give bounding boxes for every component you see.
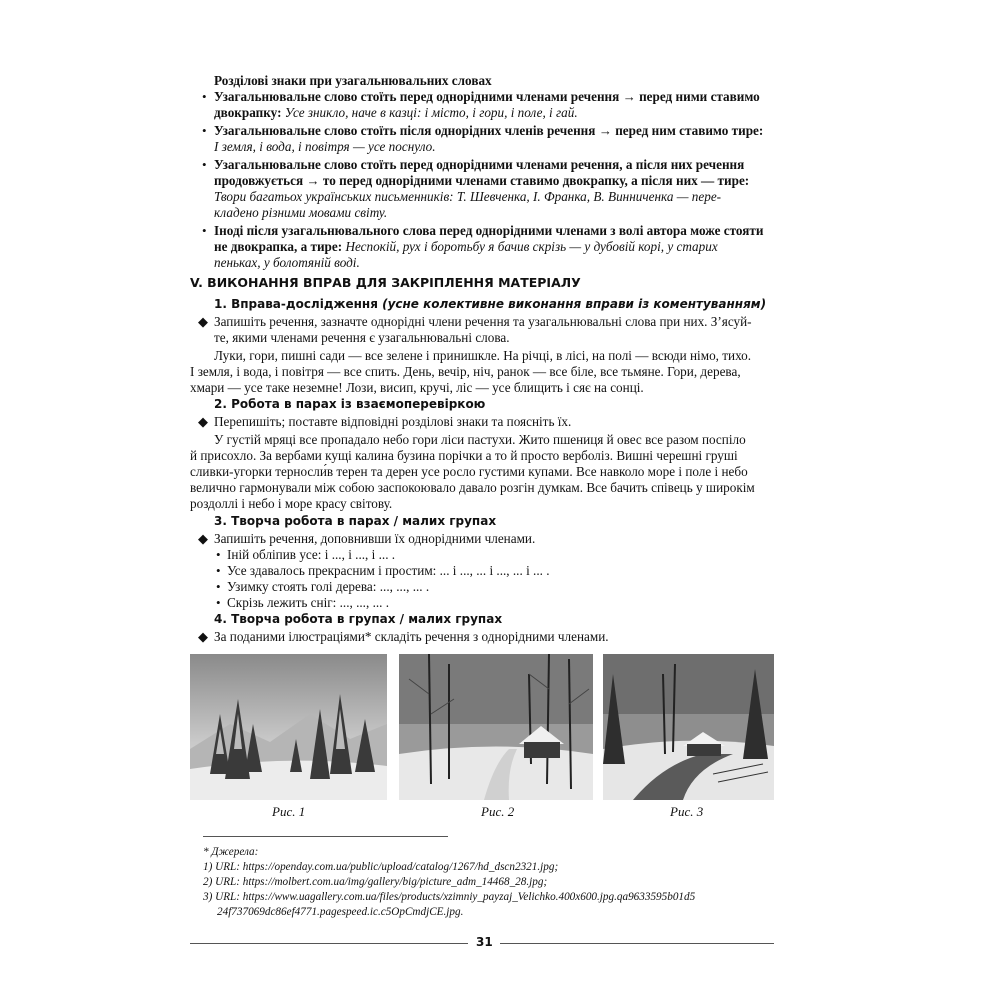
rule-4-line-1: Іноді після узагальнювального слова перед однорідними членами з волі автора може стояти	[214, 223, 764, 238]
bullet-dot: •	[202, 157, 207, 172]
rule-3-line-1: Узагальнювальне слово стоїть перед однорідними членами речення, а після них речення	[214, 157, 745, 172]
rule-3-example-1: Твори багатьох українських письменників: Т. Шевченка, І. Франка, В. Винниченка — пере-	[214, 189, 722, 204]
rule-4-line-3: пеньках, у болотяній воді.	[214, 255, 360, 270]
exercise-3-item: Іній обліпив усе: і ..., і ..., і ... .	[227, 547, 396, 562]
exercise-3-task: Запишіть речення, доповнивши їх однорідними членами.	[214, 531, 536, 546]
bullet-dot: •	[216, 579, 221, 594]
page-rule-left	[190, 943, 468, 944]
exercise-3-item: Усе здавалось прекрасним і простим: ... і ..., ... і ..., ... і ... .	[227, 563, 550, 578]
exercise-1-task-line-1: Запишіть речення, зазначте однорідні члени речення та узагальнювальні слова при них. З’ясуй-	[214, 314, 752, 329]
exercise-1-task-line-2: те, якими членами речення є узагальнювальні слова.	[214, 330, 510, 345]
diamond-bullet-icon: ◆	[198, 314, 208, 329]
exercise-4-title: 4. Творча робота в групах / малих групах	[214, 612, 503, 626]
rule-4-line-2: не двокрапка, а тире: Неспокій, рух і боротьбу я бачив скрізь — у дубовій корі, у старих	[214, 239, 718, 254]
exercise-3-title: 3. Творча робота в парах / малих групах	[214, 514, 497, 528]
exercise-2-text-line-5: роздоллі і небо і море красу світову.	[190, 496, 393, 511]
page-rule-right	[500, 943, 774, 944]
bullet-dot: •	[202, 123, 207, 138]
exercise-2-task: Перепишіть; поставте відповідні розділові знаки та поясніть їх.	[214, 414, 572, 429]
footnote-source-3: 3) URL: https://www.uagallery.com.ua/files/products/xzimniy_payzaj_Velichko.400x600.jpg.qa9633595b01d5	[203, 891, 696, 903]
diamond-bullet-icon: ◆	[198, 629, 208, 644]
rule-2-example: І земля, і вода, і повітря — усе поснуло.	[214, 139, 436, 154]
exercise-3-item: Скрізь лежить сніг: ..., ..., ... .	[227, 595, 390, 610]
bullet-dot: •	[216, 547, 221, 562]
figure-3-winter-river	[603, 654, 774, 800]
exercise-2-text-line-1: У густій мряці все пропадало небо гори ліси пастухи. Жито пшениця й овес все разом поспіло	[214, 432, 746, 447]
figure-2-winter-cabin	[399, 654, 593, 800]
bullet-dot: •	[202, 223, 207, 238]
exercise-3-item: Узимку стоять голі дерева: ..., ..., ... .	[227, 579, 430, 594]
figure-1-winter-forest	[190, 654, 387, 800]
exercise-1-text-line-1: Луки, гори, пишні сади — все зелене і принишкле. На річці, в лісі, на полі — всюди німо, тихо.	[214, 348, 752, 363]
rule-3-example-2: кладено різними мовами світу.	[214, 205, 388, 220]
exercise-2-text-line-2: й присохло. За вербами кущі калина бузина порічки а то й просто верболіз. Вишні черешні груші	[190, 448, 738, 463]
exercise-1-text-line-2: І земля, і вода, і повітря — все спить. День, вечір, ніч, ранок — все біле, все тьмяне. Гори, дерева,	[190, 364, 741, 379]
theory-title: Розділові знаки при узагальнювальних словах	[214, 73, 492, 88]
footnote-source-2: 2) URL: https://molbert.com.ua/img/gallery/big/picture_adm_14468_28.jpg;	[203, 876, 548, 888]
footnote-source-3-continued: 24f737069dc86ef4771.pagespeed.ic.c5OpCmdjCE.jpg.	[217, 906, 464, 918]
exercise-2-text-line-3: сливки-угорки терносли́в терен та дерен усе росло густими купами. Все навколо море і поле і небо	[190, 464, 748, 479]
rule-1-line-2: двокрапку: Усе зникло, наче в казці: і місто, і гори, і поле, і гай.	[214, 105, 578, 120]
rule-2-line-1: Узагальнювальне слово стоїть після однорідних членів речення → перед ним ставимо тире:	[214, 123, 764, 138]
figure-1-caption: Рис. 1	[272, 804, 306, 819]
footnote-divider	[203, 836, 448, 837]
diamond-bullet-icon: ◆	[198, 414, 208, 429]
footnote-source-1: 1) URL: https://openday.com.ua/public/upload/catalog/1267/hd_dscn2321.jpg;	[203, 861, 559, 873]
exercise-4-task: За поданими ілюстраціями* складіть речення з однорідними членами.	[214, 629, 609, 644]
footnote-title: * Джерела:	[203, 846, 259, 858]
exercise-2-title: 2. Робота в парах із взаємоперевіркою	[214, 397, 486, 411]
rule-1-line-1: Узагальнювальне слово стоїть перед однорідними членами речення → перед ними ставимо	[214, 89, 760, 104]
section-heading: V. ВИКОНАННЯ ВПРАВ ДЛЯ ЗАКРІПЛЕННЯ МАТЕРІАЛУ	[190, 275, 581, 290]
figure-2-caption: Рис. 2	[481, 804, 515, 819]
exercise-1-text-line-3: хмари — усе таке неземне! Лози, висип, кручі, ліс — усе блищить і сяє на сонці.	[190, 380, 644, 395]
bullet-dot: •	[216, 595, 221, 610]
exercise-1-title: 1. Вправа-дослідження (усне колективне виконання вправи із коментуванням)	[214, 297, 767, 311]
figure-3-caption: Рис. 3	[670, 804, 704, 819]
rule-3-line-2: продовжується → то перед однорідними членами ставимо двокрапку, а після них — тире:	[214, 173, 750, 188]
bullet-dot: •	[216, 563, 221, 578]
page-number: 31	[476, 935, 493, 949]
diamond-bullet-icon: ◆	[198, 531, 208, 546]
bullet-dot: •	[202, 89, 207, 104]
exercise-2-text-line-4: велично гармонували між собою заспокоювало давало розгін думкам. Все бачить співець у широкім	[190, 480, 755, 495]
